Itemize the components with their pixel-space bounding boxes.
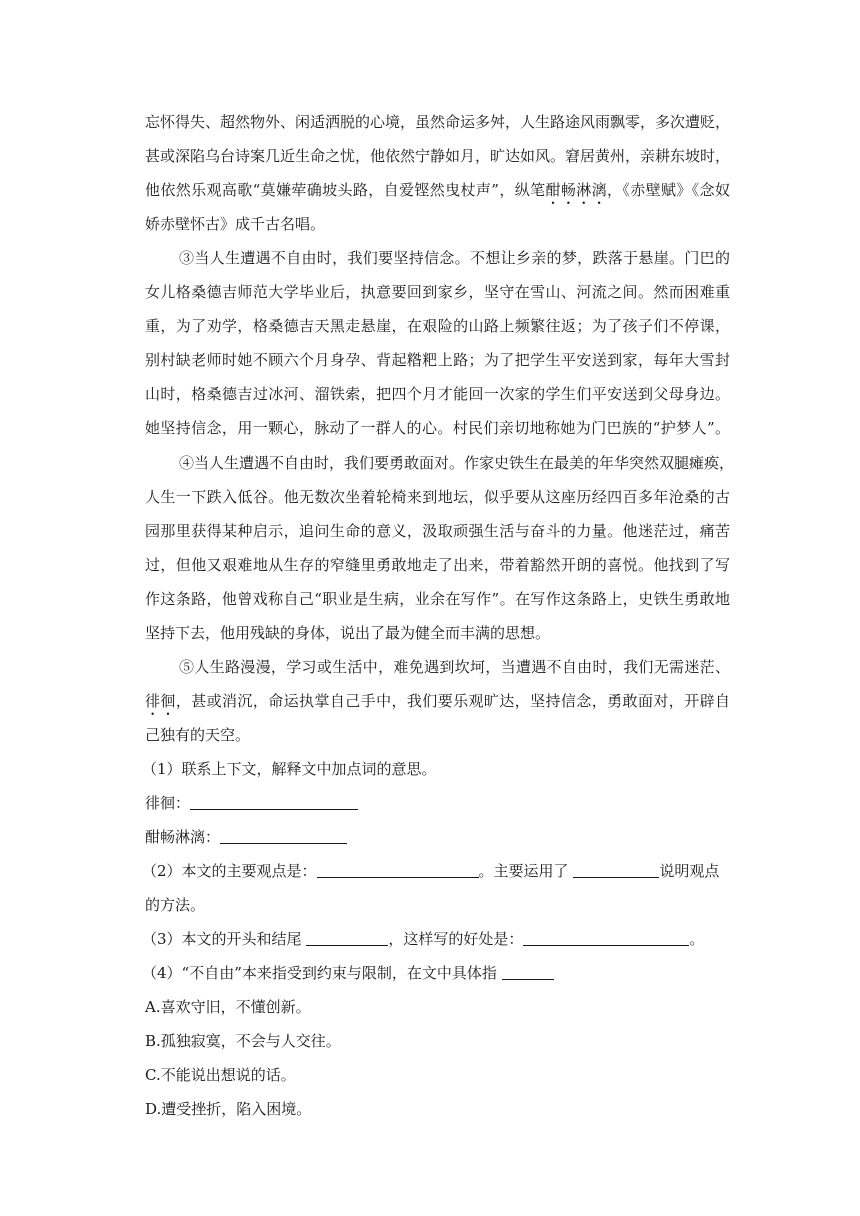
question-text [142, 859, 719, 883]
answer-blank-benefit[interactable] [523, 931, 689, 946]
text-line: ④当人生遭遇不自由时，我们要勇敢面对。作家史铁生在最美的年华突然双腿瘫痪， [179, 454, 735, 472]
question-text-run: （2）本文的主要观点是： [142, 862, 317, 880]
question-text-run: 。 [689, 930, 705, 948]
text-run: ，甚或消沉，命运执掌自己手中，我们要乐观旷达，坚持信念，勇敢面对，开辟自 [175, 692, 730, 710]
text-line: 己独有的天空。 [145, 726, 251, 744]
text-run: ，《赤壁赋》《念奴 [606, 181, 730, 199]
answer-blank-choice[interactable] [502, 965, 554, 980]
text-line: ⑤人生路漫漫，学习或生活中，难免遇到坎坷，当遭遇不自由时，我们无需迷茫、 [179, 658, 730, 676]
question-text-run: ，这样写的好处是： [388, 930, 524, 948]
option-d[interactable]: D.遭受挫折，陷入困境。 [145, 1100, 312, 1118]
question-text-run: （3）本文的开头和结尾 [142, 930, 307, 948]
answer-blank-main-idea[interactable] [317, 863, 479, 878]
option-b[interactable]: B.孤独寂寞，不会与人交往。 [145, 1032, 341, 1050]
text-run: 他依然乐观高歌“莫嫌荦确坡头路，自爱铿然曳杖声”，纵笔 [145, 181, 546, 199]
text-line: 忘怀得失、超然物外、闲适洒脱的心境，虽然命运多舛，人生路途风雨飘零，多次遭贬， [145, 113, 731, 131]
question-text-run: 说明观点 [659, 862, 720, 880]
answer-blank-structure[interactable] [306, 931, 388, 946]
question-text: 的方法。 [145, 896, 206, 914]
text-line: 甚或深陷乌台诗案几近生命之忧，他依然宁静如月，旷达如风。窘居黄州，亲耕东坡时， [145, 147, 731, 165]
question-text [142, 961, 554, 985]
text-line: 人生一下跌入低谷。他无数次坐着轮椅来到地坛，似乎要从这座历经四百多年沧桑的古 [145, 488, 730, 506]
question-text-run: 。主要运用了 [478, 862, 574, 880]
answer-label: 徘徊： [145, 794, 191, 812]
answer-blank-method[interactable] [573, 863, 659, 878]
question-text-run: （4）“不自由”本来指受到约束与限制，在文中具体指 [142, 964, 502, 982]
text-line [145, 689, 730, 713]
text-line: 娇赤壁怀古》成千古名唱。 [145, 215, 326, 233]
text-line [145, 178, 730, 202]
option-a[interactable]: A.喜欢守旧，不懂创新。 [145, 998, 311, 1016]
text-line: 作这条路，他曾戏称自己“职业是生病，业余在写作”。在写作这条路上，史铁生勇敢地 [145, 590, 730, 608]
text-line: 园那里获得某种启示，追问生命的意义，汲取顽强生活与奋斗的力量。他迷茫过，痛苦 [145, 522, 730, 540]
answer-row [145, 825, 347, 849]
text-line: 别村缺老师时她不顾六个月身孕、背起糌粑上路；为了把学生平安送到家，每年大雪封 [145, 351, 730, 369]
answer-blank-paihuai[interactable] [190, 795, 358, 810]
text-line: 她坚持信念，用一颗心，脉动了一群人的心。村民们亲切地称她为门巴族的“护梦人”。 [145, 419, 730, 437]
option-c[interactable]: C.不能说出想说的话。 [145, 1066, 296, 1084]
answer-label: 酣畅淋漓： [145, 828, 221, 846]
text-line: 重，为了劝学，格桑德吉天黑走悬崖，在艰险的山路上频繁往返；为了孩子们不停课， [145, 317, 730, 335]
question-text: （1）联系上下文，解释文中加点词的意思。 [142, 760, 437, 778]
text-line: 山时，格桑德吉过冰河、溜铁索，把四个月才能回一次家的学生们平安送到父母身边。 [145, 385, 730, 403]
text-line: 女儿格桑德吉师范大学毕业后，执意要回到家乡，坚守在雪山、河流之间。然而困难重 [145, 283, 730, 301]
text-line: ③当人生遭遇不自由时，我们要坚持信念。不想让乡亲的梦，跌落于悬崖。门巴的 [179, 249, 730, 267]
text-line: 过，但他又艰难地从生存的窄缝里勇敢地走了出来，带着豁然开朗的喜悦。他找到了写 [145, 556, 730, 574]
text-line: 坚持下去，他用残缺的身体，说出了最为健全而丰满的思想。 [145, 624, 551, 642]
answer-blank-hanchang[interactable] [220, 829, 347, 844]
question-text [142, 927, 704, 951]
dotted-word-hanchang: 酣畅淋漓 [545, 181, 607, 199]
dotted-word-paihuai: 徘徊 [145, 692, 176, 710]
answer-row [145, 791, 358, 815]
